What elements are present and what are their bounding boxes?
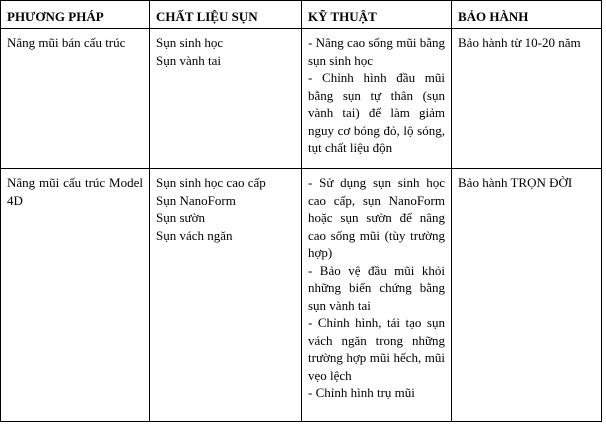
warranty-cell [452,29,602,169]
method-text: Nâng mũi bán cấu trúc [7,35,126,50]
header-method: PHƯƠNG PHÁP [1,1,150,29]
table-row [1,169,602,422]
technique-item: - Bảo vệ đầu mũi khỏi những biến chứng bằng sụn vành tai [308,262,445,313]
material-item: Sụn sườn [156,210,205,225]
technique-item: - Chỉnh hình trụ mũi [308,385,415,400]
materials-cell [150,29,302,169]
warranty-text: Bảo hành TRỌN ĐỜI [458,175,573,190]
header-materials: CHẤT LIỆU SỤN [150,1,302,29]
materials-cell [150,169,302,422]
technique-item: - Nâng cao sống mũi bằng sụn sinh học [308,35,445,68]
material-item: Sụn vách ngăn [156,227,233,243]
material-item: Sụn vành tai [156,52,221,68]
header-warranty: BẢO HÀNH [452,1,602,29]
technique-cell [302,29,452,169]
warranty-text: Bảo hành từ 10-20 năm [458,35,581,50]
table-header-row [1,1,602,29]
technique-item: - Chỉnh hình, tái tạo sụn vách ngăn trong những trường hợp mũi hếch, mũi vẹo lệch [308,315,445,383]
material-item: Sụn sinh học cao cấp [156,175,266,190]
table-row [1,29,602,169]
method-text: Nâng mũi cấu trúc Model 4D [7,175,143,208]
material-item: Sụn NanoForm [156,192,236,208]
technique-cell [302,169,452,422]
material-item: Sụn sinh học [156,35,224,50]
technique-item: - Sử dụng sụn sinh học cao cấp, sụn NanoForm hoặc sụn sườn để nâng cao sống mũi (tùy trường hợp) [308,175,445,260]
header-technique: KỸ THUẬT [302,1,452,29]
method-cell [1,169,150,422]
technique-item: - Chỉnh hình đầu mũi bằng sụn tự thân (sụn vành tai) để làm giảm nguy cơ bóng đỏ, lộ sóng, tụt chất liệu độn [308,70,445,155]
warranty-cell [452,169,602,422]
method-cell [1,29,150,169]
